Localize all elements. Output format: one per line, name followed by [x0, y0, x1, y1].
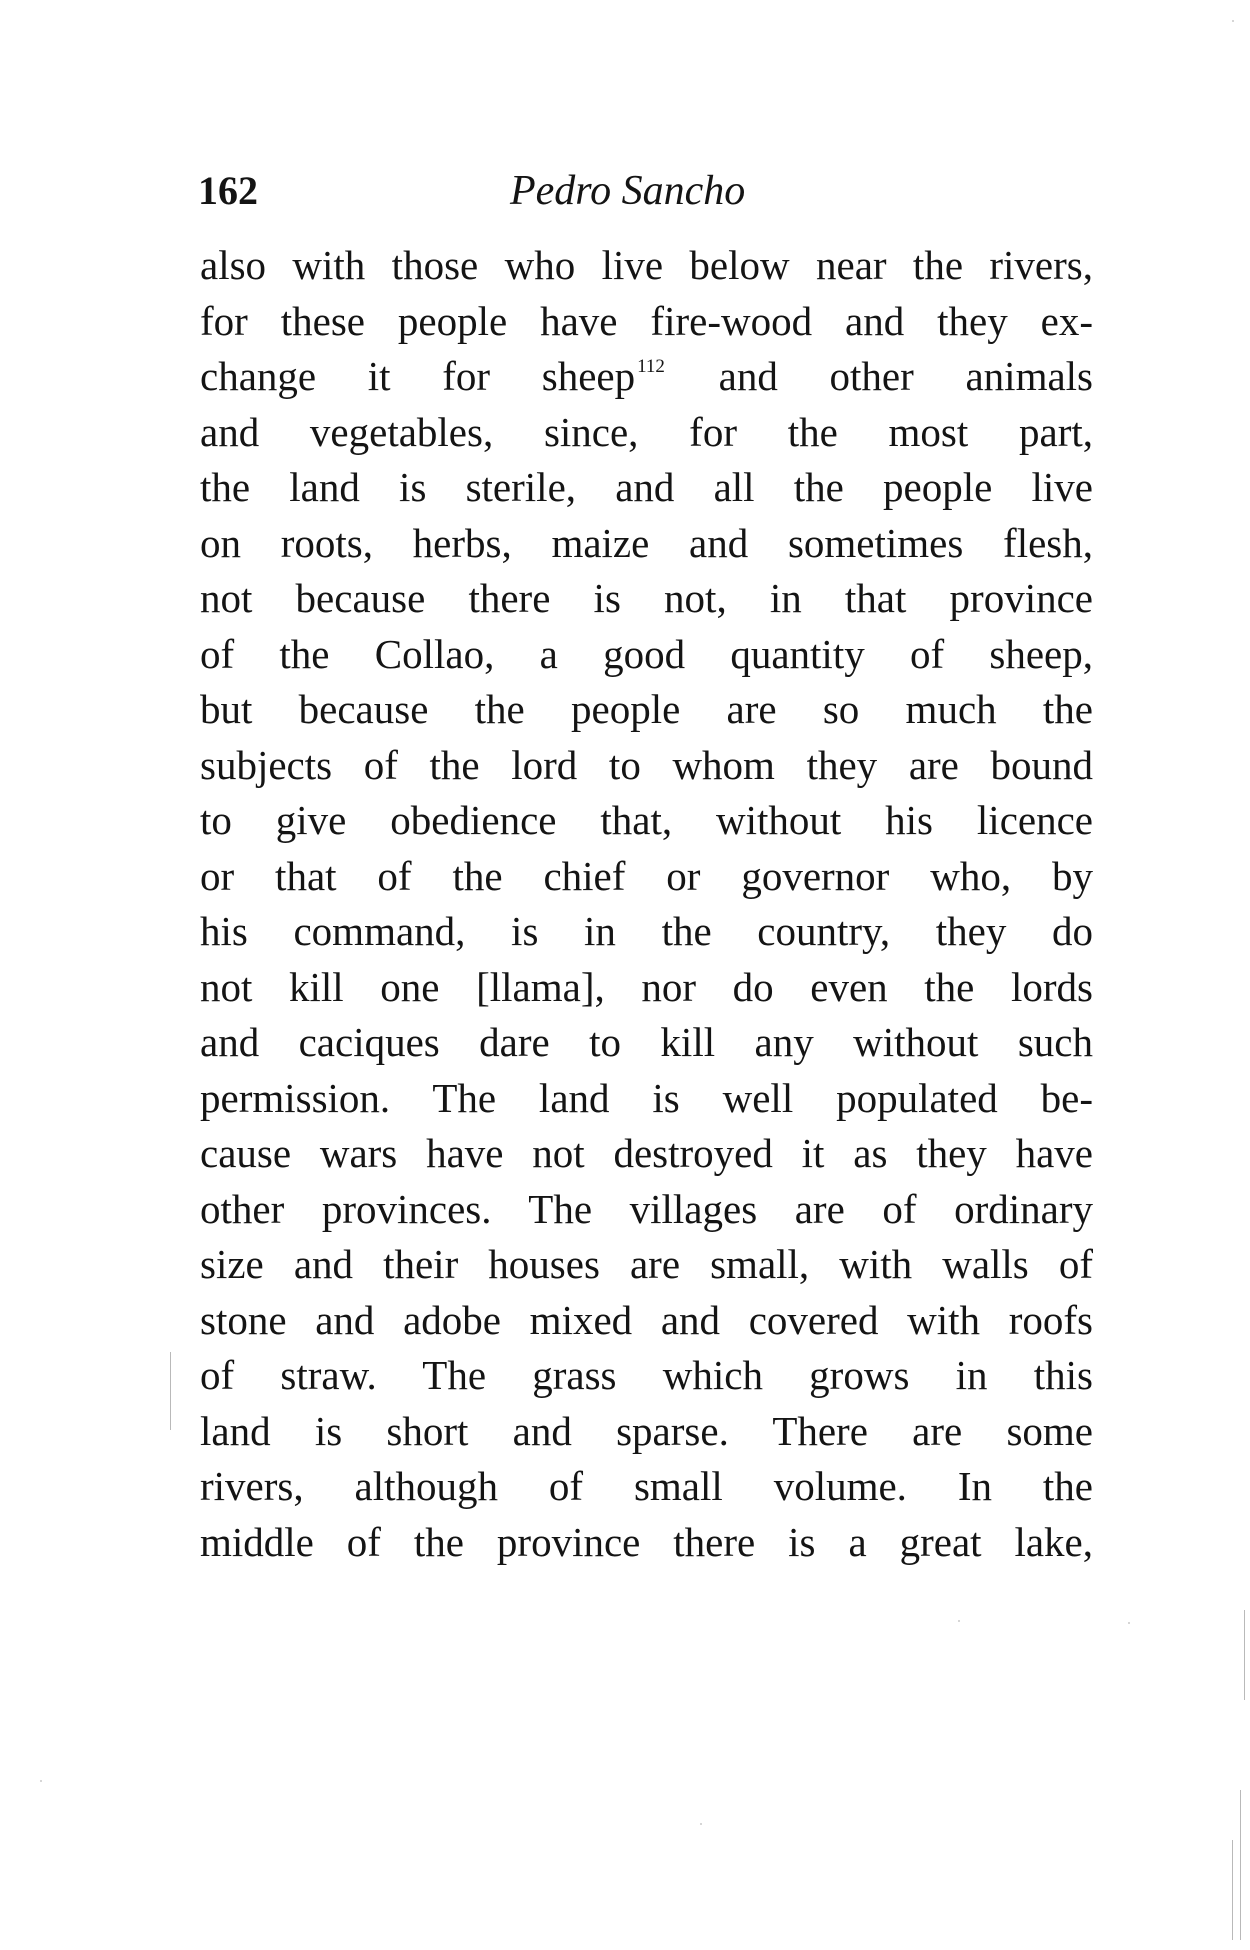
text-line: and vegetables, since, for the most part,: [200, 408, 1093, 455]
text-line: permission. The land is well populated be-: [200, 1074, 1093, 1121]
text-line: on roots, herbs, maize and sometimes flesh,: [200, 519, 1093, 566]
scan-artifact: [1232, 1840, 1233, 1940]
text-line: for these people have fire-wood and they ex-: [200, 297, 1093, 344]
text-line: and caciques dare to kill any without such: [200, 1019, 1093, 1065]
text-line-with-footnote: [200, 349, 1093, 405]
book-title: Pedro Sancho: [510, 168, 746, 214]
scan-artifact: [170, 1352, 171, 1430]
text-line: size and their houses are small, with walls of: [200, 1241, 1093, 1287]
scan-speck: [40, 1780, 42, 1782]
scan-speck: [958, 1620, 960, 1622]
page-number: 162: [198, 168, 258, 213]
text-line: of the Collao, a good quantity of sheep,: [200, 630, 1093, 677]
text-segment: and other animals: [718, 353, 1093, 399]
scan-speck: [700, 1823, 702, 1825]
scan-artifact: [1244, 1610, 1245, 1700]
text-line: but because the people are so much the: [200, 686, 1093, 732]
footnote-reference[interactable]: 112: [637, 356, 665, 377]
text-line: land is short and sparse. There are some: [200, 1407, 1093, 1454]
text-line: stone and adobe mixed and covered with roofs: [200, 1296, 1093, 1343]
text-line: the land is sterile, and all the people live: [200, 464, 1093, 510]
scan-artifact: [1240, 1790, 1241, 1940]
text-line: to give obedience that, without his licence: [200, 797, 1093, 843]
text-line: or that of the chief or governor who, by: [200, 852, 1093, 899]
text-line: middle of the province there is a great lake,: [200, 1518, 1093, 1565]
text-line: also with those who live below near the rivers,: [200, 242, 1093, 288]
text-line: subjects of the lord to whom they are bound: [200, 741, 1093, 788]
text-segment: change it for sheep: [200, 353, 636, 399]
text-line: his command, is in the country, they do: [200, 908, 1093, 954]
text-line: cause wars have not destroyed it as they have: [200, 1130, 1093, 1176]
text-line: other provinces. The villages are of ordinary: [200, 1185, 1093, 1232]
body-text: [200, 238, 1093, 1570]
text-line: not because there is not, in that province: [200, 575, 1093, 621]
text-line: not kill one [llama], nor do even the lords: [200, 963, 1093, 1010]
scan-speck: [1232, 20, 1234, 22]
scan-speck: [1128, 1622, 1130, 1624]
text-line: rivers, although of small volume. In the: [200, 1463, 1093, 1509]
text-line: of straw. The grass which grows in this: [200, 1352, 1093, 1398]
running-head: [198, 163, 1093, 219]
